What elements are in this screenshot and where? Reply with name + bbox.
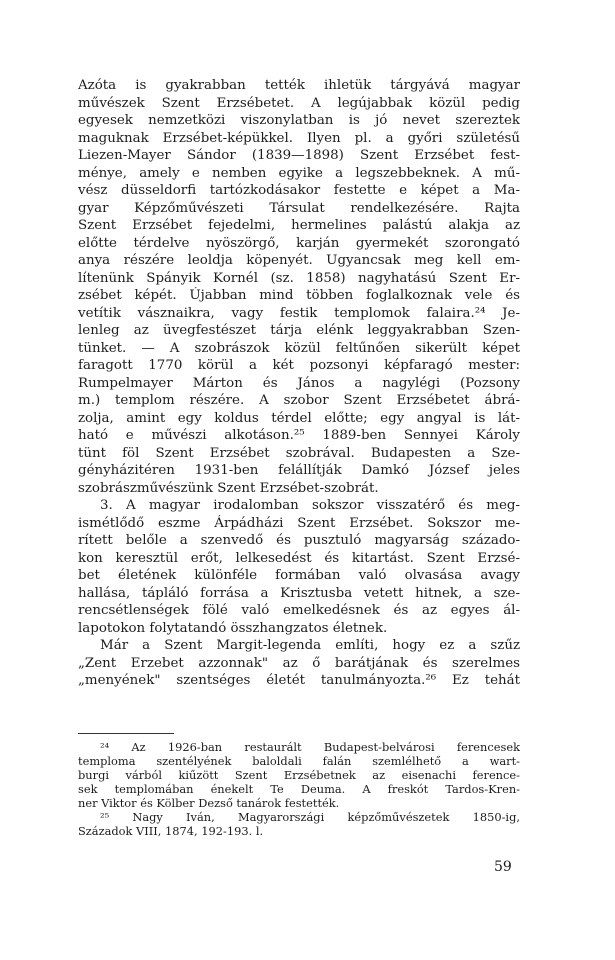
body-line: bet életének különféle formában való olvasása avagy (78, 568, 520, 583)
body-line: lítenünk Spányik Kornél (sz. 1858) nagyhatású Szent Er- (78, 270, 520, 286)
footnote-line: temploma szentélyének baloldali falán szemlélhető a wart- (78, 754, 520, 768)
body-line: ménye, amely e nemben egyike a legszebbeknek. A mű- (78, 165, 520, 181)
body-line: 3. A magyar irodalomban sokszor visszatérő és meg- (100, 498, 520, 513)
body-line: zolja, amint egy koldus térdel előtte; egy angyal is lát- (78, 410, 520, 426)
footnote-line: ²⁵ Nagy Iván, Magyarországi képzőművészetek 1850-ig, (100, 810, 520, 824)
body-line: gyar Képzőművészeti Társulat rendelkezésére. Rajta (78, 200, 520, 216)
body-line: lapotokon folytatandó összhangzatos életnek. (78, 620, 388, 636)
body-line: anya részére leoldja köpenyét. Ugyancsak meg kell em- (78, 253, 520, 268)
page-number: 59 (494, 859, 512, 875)
body-line: Már a Szent Margit-legenda említi, hogy ez a szűz (100, 638, 520, 653)
footnote-line: burgi várból kiűzött Szent Erzsébetnek az eisenachi ference- (78, 768, 520, 782)
body-line: rített belőle a szenvedő és pusztuló magyarság százado- (78, 533, 520, 548)
footnote-line: sek templomában énekelt Te Deuma. A freskót Tardos-Kren- (78, 782, 520, 796)
footnote-line: ner Viktor és Kölber Dezső tanárok festették. (78, 796, 340, 810)
body-line: tünt föl Szent Erzsébet szobrával. Budapesten a Sze- (78, 445, 520, 461)
body-line: Rumpelmayer Márton és János a nagylégi (Pozsony (78, 375, 520, 391)
body-line: vész düsseldorfi tartózkodásakor festette e képet a Ma- (78, 183, 520, 198)
body-text (78, 77, 520, 690)
footnote-line: Századok VIII, 1874, 192-193. l. (78, 824, 264, 838)
body-line: előtte térdelve nyöszörgő, karján gyermekét szorongató (78, 235, 520, 251)
body-line: ismétlődő eszme Árpádházi Szent Erzsébet. Sokszor me- (78, 515, 520, 531)
body-line: rencsétlenségek fölé való emelkedésnek és az egyes ál- (78, 603, 520, 618)
body-line: hallása, tápláló forrása a Krisztusba vetett hitnek, a sze- (78, 585, 520, 601)
body-line: Liezen-Mayer Sándor (1839—1898) Szent Erzsébet fest- (78, 148, 520, 163)
footnote-line: ²⁴ Az 1926-ban restaurált Budapest-belvárosi ferencesek (100, 740, 520, 754)
body-line: gényházitéren 1931-ben felállítják Damkó József jeles (78, 463, 520, 478)
body-line: lenleg az üvegfestészet tárja elénk leggyakrabban Szen- (78, 323, 520, 338)
body-line: Szent Erzsébet fejedelmi, hermelines palástú alakja az (78, 218, 520, 233)
body-line: „menyének" szentséges életét tanulmányozta.²⁶ Ez tehát (78, 673, 520, 688)
body-line: m.) templom részére. A szobor Szent Erzsébetet ábrá- (78, 393, 520, 408)
body-line: ható e művészi alkotáson.²⁵ 1889-ben Sennyei Károly (78, 428, 520, 443)
body-line: szobrászművészünk Szent Erzsébet-szobrát. (78, 480, 379, 496)
body-line: zsébet képét. Újabban mind többen foglalkoznak vele és (78, 288, 520, 303)
body-line: Azóta is gyakrabban tették ihletük tárgyává magyar (78, 78, 520, 93)
footnotes (78, 740, 520, 838)
body-line: egyesek nemzetközi viszonylatban is jó nevet szereztek (78, 113, 520, 128)
body-line: „Zent Erzebet azzonnak" az ő barátjának és szerelmes (78, 655, 520, 671)
body-line: vetítik vásznaikra, vagy festik templomok falaira.²⁴ Je- (78, 305, 520, 321)
body-line: kon keresztül erőt, lelkesedést és kitartást. Szent Erzsé- (78, 550, 520, 566)
footnote-divider (78, 733, 174, 734)
body-line: művészek Szent Erzsébetet. A legújabbak közül pedig (78, 95, 520, 111)
body-line: maguknak Erzsébet-képükkel. Ilyen pl. a győri születésű (78, 130, 520, 146)
body-line: faragott 1770 körül a két pozsonyi képfaragó mester: (78, 358, 520, 373)
body-line: tünket. — A szobrászok közül feltűnően sikerült képet (78, 340, 520, 356)
